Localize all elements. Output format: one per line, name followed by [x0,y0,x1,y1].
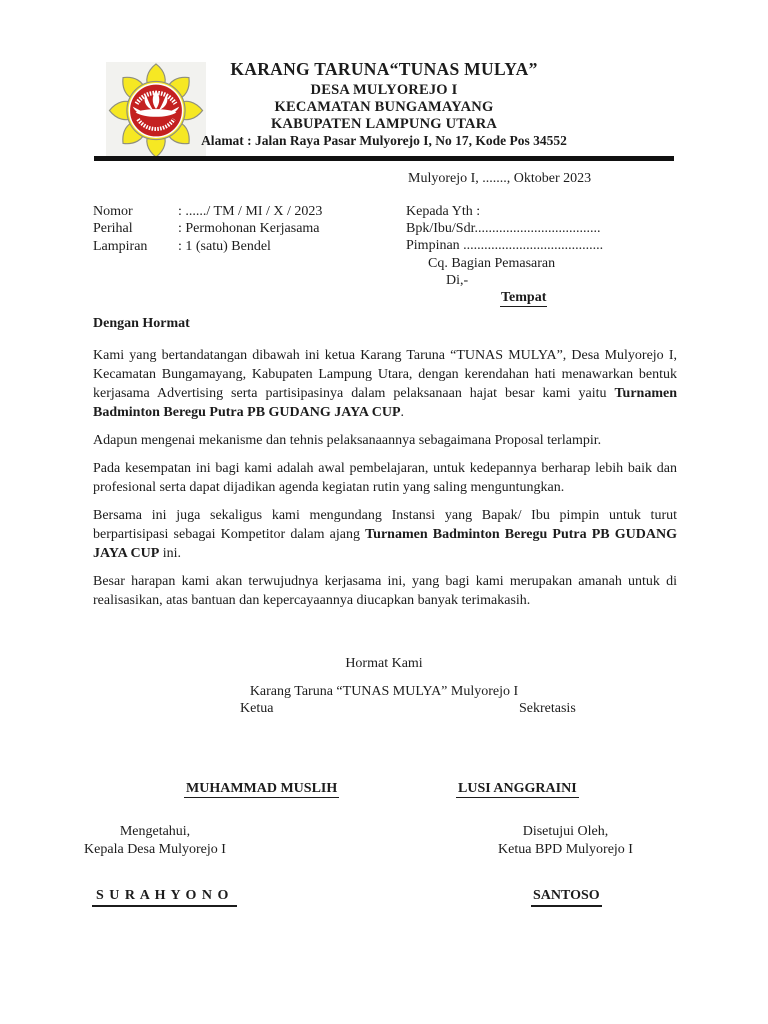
letterhead [96,61,672,147]
org-district: KECAMATAN BUNGAMAYANG [274,98,494,115]
date-line: Mulyorejo I, ......., Oktober 2023 [408,171,592,186]
attest-right-line2: Ketua BPD Mulyorejo I [498,841,633,857]
attest-name-kepala-desa: S U R A H Y O N O [92,888,237,907]
recipient-name-line: Bpk/Ibu/Sdr.................................... [406,221,601,237]
attest-right-line1: Disetujui Oleh, [522,824,609,839]
paragraph-4-text: Bersama ini juga sekaligus kami mengundang Instansi yang Bapak/ Ibu pimpin untuk turut berpartisipasi sebagai Kompetitor dalam ajang [93,508,677,542]
attest-name-ketua-bpd: SANTOSO [531,888,602,907]
signature-name-sekretaris: LUSI ANGGRAINI [458,781,577,796]
lampiran-label: Lampiran [93,238,148,254]
recipient-place: Tempat [500,289,547,307]
paragraph-1-period: . [400,405,405,420]
recipient-title-line: Pimpinan ........................................ [406,238,604,254]
paragraph-4 [93,506,677,563]
recipient-block [406,203,603,307]
paragraph-1 [93,346,677,422]
attest-left-block [80,823,230,858]
paragraph-3: Pada kesempatan ini bagi kami adalah awal pembelajaran, untuk kedepannya berharap lebih baik dan profesional serta dapat dijadikan agenda kegiatan rutin yang saling menguntungkan. [93,461,677,495]
paragraph-2: Adapun mengenai mekanisme dan tehnis pelaksanaannya sebagaimana Proposal terlampir. [93,433,602,448]
lampiran-value: : 1 (satu) Bendel [178,238,271,254]
meta-row-nomor [93,203,322,220]
attest-left-line2: Kepala Desa Mulyorejo I [84,841,226,857]
letter-meta [93,203,322,255]
org-name: KARANG TARUNA“TUNAS MULYA” [230,59,538,79]
org-regency: KABUPATEN LAMPUNG UTARA [270,115,498,132]
attest-left-line1: Mengetahui, [119,824,191,839]
nomor-value: : ....../ TM / MI / X / 2023 [178,204,323,219]
recipient-salutation: Kepada Yth : [406,204,481,219]
perihal-label: Perihal [93,221,133,237]
perihal-value: : Permohonan Kerjasama [178,221,320,237]
letter-body [93,314,677,619]
org-village: DESA MULYOREJO I [310,81,458,98]
closing-salutation: Hormat Kami [345,656,423,671]
paragraph-4-event-name: Turnamen Badminton Beregu Putra PB GUDANG JAYA CUP [93,527,677,561]
nomor-label: Nomor [93,204,133,219]
recipient-di-line: Di,- [446,272,469,288]
body-salutation: Dengan Hormat [93,316,190,331]
letterhead-divider [94,156,674,161]
role-ketua: Ketua [240,701,274,716]
meta-row-lampiran [93,238,322,255]
paragraph-5: Besar harapan kami akan terwujudnya kerjasama ini, yang bagi kami merupakan amanah untuk di realisasikan, atas bantuan dan kepercayaannya diucapkan banyak terimakasih. [93,574,677,608]
closing-org-line: Karang Taruna “TUNAS MULYA” Mulyorejo I [249,684,519,699]
org-address: Alamat : Jalan Raya Pasar Mulyorejo I, No 17, Kode Pos 34552 [201,132,567,148]
paragraph-1-text: Kami yang bertandatangan dibawah ini ketua Karang Taruna “TUNAS MULYA”, Desa Mulyorejo I, Kecamatan Bungamayang, Kabupaten Lampung Utara, dengan kerendahan hati menawarkan bentuk kerjasama Advertising serta partisipasinya dalam pelaksanaan hajat besar kami yaitu [93,348,677,401]
role-sekretaris: Sekretasis [519,701,576,716]
recipient-place-row [406,289,603,307]
recipient-cq-line: Cq. Bagian Pemasaran [428,255,556,271]
meta-row-perihal [93,220,322,237]
signature-name-ketua: MUHAMMAD MUSLIH [186,781,338,796]
paragraph-1-event-name: Turnamen Badminton Beregu Putra PB GUDANG JAYA CUP [93,386,677,420]
paragraph-4-tail: ini. [159,546,182,561]
attest-right-block [483,823,648,858]
